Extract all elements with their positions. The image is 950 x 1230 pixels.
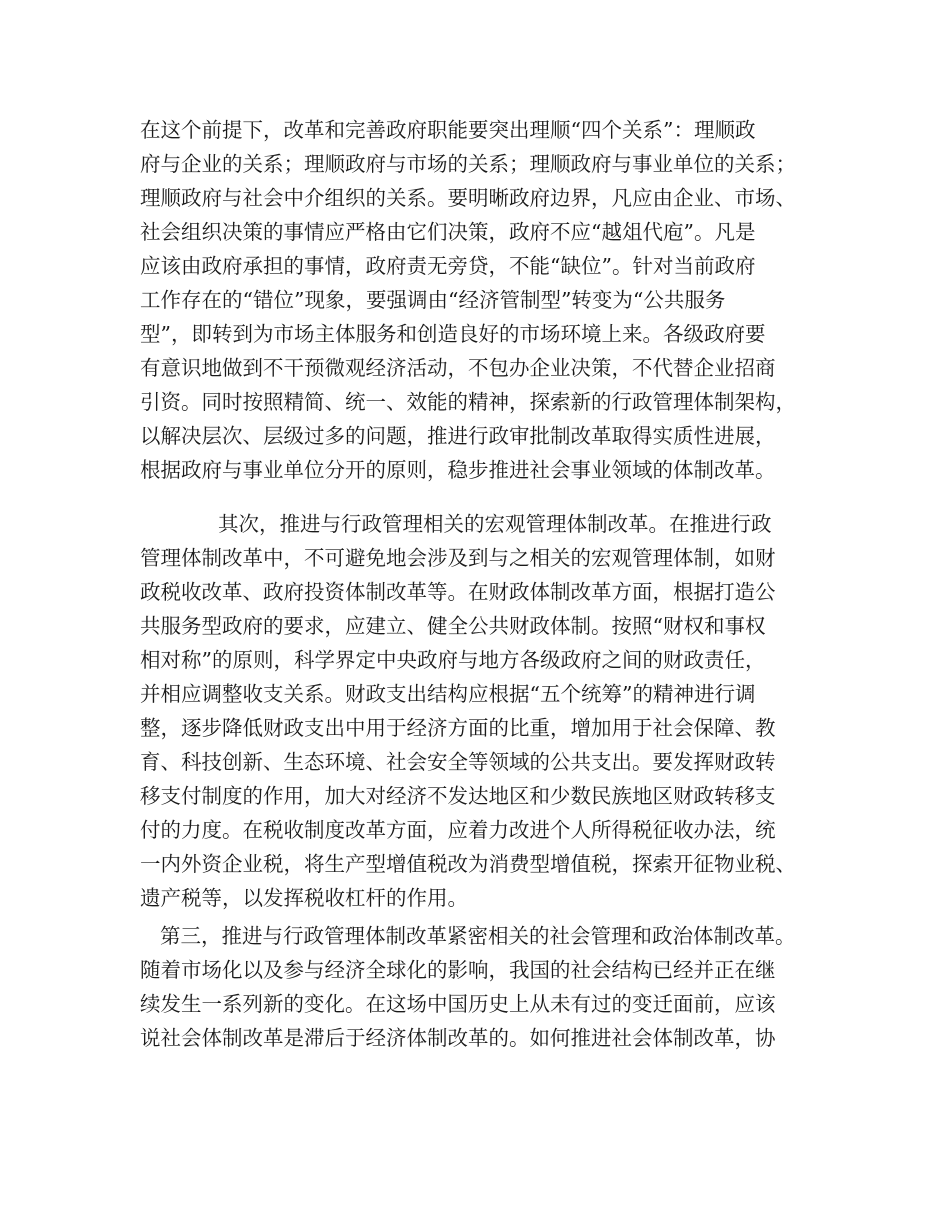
text-line: 型”，即转到为市场主体服务和创造良好的市场环境上来。各级政府要 (140, 322, 766, 346)
paragraph-first-line: 其次，推进与行政管理相关的宏观管理体制改革。在推进行政 (218, 512, 772, 536)
text-line: 以解决层次、层级过多的问题，推进行政审批制改革取得实质性进展， (140, 424, 776, 448)
text-line: 在这个前提下，改革和完善政府职能要突出理顺“四个关系”：理顺政 (140, 118, 756, 142)
text-line: 育、科技创新、生态环境、社会安全等领域的公共支出。要发挥财政转 (140, 750, 776, 774)
text-line: 并相应调整收支关系。财政支出结构应根据“五个统筹”的精神进行调 (140, 682, 756, 706)
text-line: 遗产税等，以发挥税收杠杆的作用。 (140, 886, 468, 910)
text-line: 应该由政府承担的事情，政府责无旁贷，不能“缺位”。针对当前政府 (140, 254, 756, 278)
text-line: 付的力度。在税收制度改革方面，应着力改进个人所得税征收办法，统 (140, 818, 776, 842)
text-line: 共服务型政府的要求，应建立、健全公共财政体制。按照“财权和事权 (140, 614, 766, 638)
text-line: 相对称”的原则，科学界定中央政府与地方各级政府之间的财政责任， (140, 648, 766, 672)
text-line: 政税收改革、政府投资体制改革等。在财政体制改革方面，根据打造公 (140, 580, 776, 604)
text-line: 管理体制改革中，不可避免地会涉及到与之相关的宏观管理体制，如财 (140, 546, 776, 570)
text-line: 随着市场化以及参与经济全球化的影响，我国的社会结构已经并正在继 (140, 958, 776, 982)
text-line: 续发生一系列新的变化。在这场中国历史上从未有过的变迁面前，应该 (140, 992, 776, 1016)
paragraph-first-line: 第三，推进与行政管理体制改革紧密相关的社会管理和政治体制改革。 (160, 924, 796, 948)
text-line: 理顺政府与社会中介组织的关系。要明晰政府边界，凡应由企业、市场、 (140, 186, 796, 210)
text-line: 有意识地做到不干预微观经济活动，不包办企业决策，不代替企业招商 (140, 356, 776, 380)
text-line: 府与企业的关系；理顺政府与市场的关系；理顺政府与事业单位的关系； (140, 152, 796, 176)
text-line: 移支付制度的作用，加大对经济不发达地区和少数民族地区财政转移支 (140, 784, 776, 808)
text-line: 整，逐步降低财政支出中用于经济方面的比重，增加用于社会保障、教 (140, 716, 776, 740)
text-line: 说社会体制改革是滞后于经济体制改革的。如何推进社会体制改革，协 (140, 1026, 776, 1050)
text-line: 引资。同时按照精简、统一、效能的精神，探索新的行政管理体制架构， (140, 390, 796, 414)
text-line: 一内外资企业税，将生产型增值税改为消费型增值税，探索开征物业税、 (140, 852, 796, 876)
text-line: 工作存在的“错位”现象，要强调由“经济管制型”转变为“公共服务 (140, 288, 726, 312)
text-line: 社会组织决策的事情应严格由它们决策，政府不应“越俎代庖”。凡是 (140, 220, 756, 244)
text-line: 根据政府与事业单位分开的原则，稳步推进社会事业领域的体制改革。 (140, 458, 776, 482)
